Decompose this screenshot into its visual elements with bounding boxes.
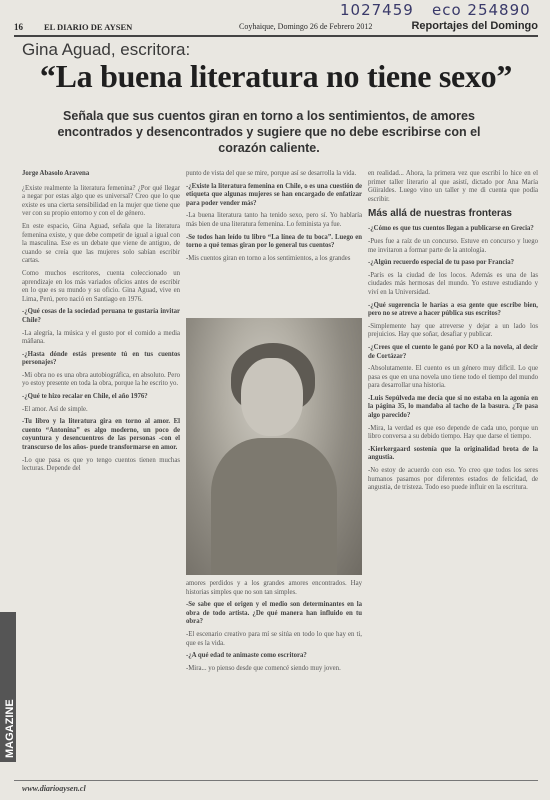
article-column-2 xyxy=(186,170,362,267)
article-column-2-continued xyxy=(186,580,362,677)
section-tab xyxy=(0,612,16,762)
question: -Luis Sepúlveda me decía que si no estaba en la agonía en la página 35, lo mandaba al tacho de la basura. ¿Te pasa algo parecido? xyxy=(368,394,538,420)
article-column-3 xyxy=(368,170,538,497)
answer: -Lo que pasa es que yo tengo cuentos tienen muchas lecturas. Depende del xyxy=(22,456,180,473)
issue-date: Coyhaique, Domingo 26 de Febrero 2012 xyxy=(239,22,373,31)
page-footer xyxy=(14,780,538,795)
header-rule xyxy=(14,35,538,37)
question: -¿Hasta dónde estás presente tú en tus cuentos personajes? xyxy=(22,350,180,367)
question: -Kierkergaard sostenía que la originalidad brota de la angustia. xyxy=(368,445,538,462)
answer: -Mira, la verdad es que eso depende de cada uno, porque un libro conversa a su debido tiempo. Hay que darse el tiempo. xyxy=(368,424,538,441)
paragraph: punto de vista del que se mire, porque así se desarrolla la vida. xyxy=(186,170,357,177)
subheading: Más allá de nuestras fronteras xyxy=(368,208,512,220)
article-column-1 xyxy=(22,170,180,478)
website-url: www.diarioaysen.cl xyxy=(22,784,86,793)
answer: -La alegría, la música y el gusto por el comido a media máñana. xyxy=(22,329,180,346)
question: -Se todos han leído tu libro “La línea de tu boca”. Luego en torno a qué temas giran por lo general tus cuentos? xyxy=(186,233,362,250)
kicker: Gina Aguad, escritora: xyxy=(22,40,191,59)
question: -¿Qué sugerencia le harías a esa gente que escribe bien, pero no se atreve a hacer pública sus escritos? xyxy=(368,301,538,318)
paragraph: amores perdidos y a los grandes amores encontrados. Hay historias simples que no son tan simples. xyxy=(186,580,362,596)
section-title: Reportajes del Domingo xyxy=(411,20,538,32)
answer: -El escenario creativo para mí se sitúa en todo lo que hay en ti, que es la vida. xyxy=(186,630,362,647)
question: -¿A qué edad te animaste como escritora? xyxy=(186,652,307,660)
answer: -París es la ciudad de los locos. Además es una de las ciudades más hermosas del mundo. Yo estuve estudiando y viví en la Universidad. xyxy=(368,271,538,296)
byline: Jorge Abasolo Aravena xyxy=(22,170,90,177)
answer: -El amor. Así de simple. xyxy=(22,405,88,413)
publication-name: EL DIARIO DE AYSEN xyxy=(44,22,133,32)
headline: “La buena literatura no tiene sexo” xyxy=(39,58,513,94)
paragraph: Como muchos escritores, cuenta coleccionado un aprendizaje en los más variados oficios antes de escribir en lo que es su mundo y su oficio. Gina Aguad, vive en Lima, Perú, pero nació en Santiago en 1976. xyxy=(22,269,180,303)
paragraph: ¿Existe realmente la literatura femenina? ¿Por qué llegar a negar por estas algo que es universal? Creo que lo que existe es una cierta sensibilidad en la mujer que tiene que ver con su propio entorno y con el de género. xyxy=(22,184,180,218)
deck: Señala que sus cuentos giran en torno a los sentimientos, de amores encontrados y desencontrados y sugiere que no debe escribirse con el corazón caliente. xyxy=(57,109,481,155)
answer: -Mis cuentos giran en torno a los sentimientos, a los grandes xyxy=(186,254,351,262)
answer: -Simplemente hay que atreverse y dejar a un lado los prejuicios. Hay que soñar, desafiar y publicar. xyxy=(368,322,538,339)
answer: -Pues fue a raíz de un concurso. Estuve en concurso y luego me invitaron a formar parte de la antología. xyxy=(368,237,538,254)
question: -¿Cómo es que tus cuentos llegan a publicarse en Grecia? xyxy=(368,225,534,233)
paragraph: en realidad... Ahora, la primera vez que escribí lo hice en el primer taller literario al que asistí, dictado por Ana María Güiraldes. Luego vino un taller y me di cuenta que podía escribir. xyxy=(368,170,538,203)
section-tab-label: MAGAZINE xyxy=(4,699,16,758)
author-photo xyxy=(186,318,362,575)
page-number: 16 xyxy=(14,22,23,32)
question: -¿Crees que el cuento le ganó por KO a la novela, al decir de Cortázar? xyxy=(368,343,538,360)
question: -¿Algún recuerdo especial de tu paso por Francia? xyxy=(368,259,515,267)
answer: -Mi obra no es una obra autobiográfica, en absoluto. Pero yo estoy presente en toda la obra, porque la he escrito yo. xyxy=(22,371,180,388)
question: -Tu libro y la literatura gira en torno al amor. El cuento “Antonina” es algo moderno, un poco de coyuntura y desencuentros de las personas -con el transcurso de los años- puede transformarse en amor. xyxy=(22,418,180,452)
page-header xyxy=(14,22,538,36)
paragraph: En este espacio, Gina Aguad, señala que la literatura femenina existe, y que debe competir de igual a igual con la masculina. Ese es un debate que viene de antiguo, de cuando se creía que las mujeres solo sabían escribir cartas. xyxy=(22,222,180,265)
answer: -La buena literatura tanto ha tenido sexo, pero sí. Yo hablaría más bien de una literatura femenina. Lo feminista ya fue. xyxy=(186,212,362,228)
answer: -Absolutamente. El cuento es un género muy difícil. Lo que pasa es que en una novela uno tiene todo el tiempo del mundo para desarrollar una historia. xyxy=(368,365,538,390)
question: -¿Existe la literatura femenina en Chile, o es una cuestión de etiqueta que algunas mujeres se han encargado de enfatizar para poder vender más? xyxy=(186,182,362,207)
answer: -Mira... yo pienso desde que comencé siendo muy joven. xyxy=(186,664,341,672)
question: -¿Qué cosas de la sociedad peruana te gustaría invitar Chile? xyxy=(22,308,180,324)
answer: -No estoy de acuerdo con eso. Yo creo que todos los seres humanos pasamos por diferentes estados de felicidad, de angustia, de tristeza. Todo eso puede influir en la escritura. xyxy=(368,467,538,492)
question: -Se sabe que el origen y el medio son determinantes en la obra de todo artista. ¿De qué manera han influido en tu obra? xyxy=(186,601,362,626)
question: -¿Qué te hizo recalar en Chile, el año 1976? xyxy=(22,393,148,401)
handwritten-note: 1027459 xyxy=(340,1,414,19)
handwritten-note: eco 254890 xyxy=(432,1,531,19)
